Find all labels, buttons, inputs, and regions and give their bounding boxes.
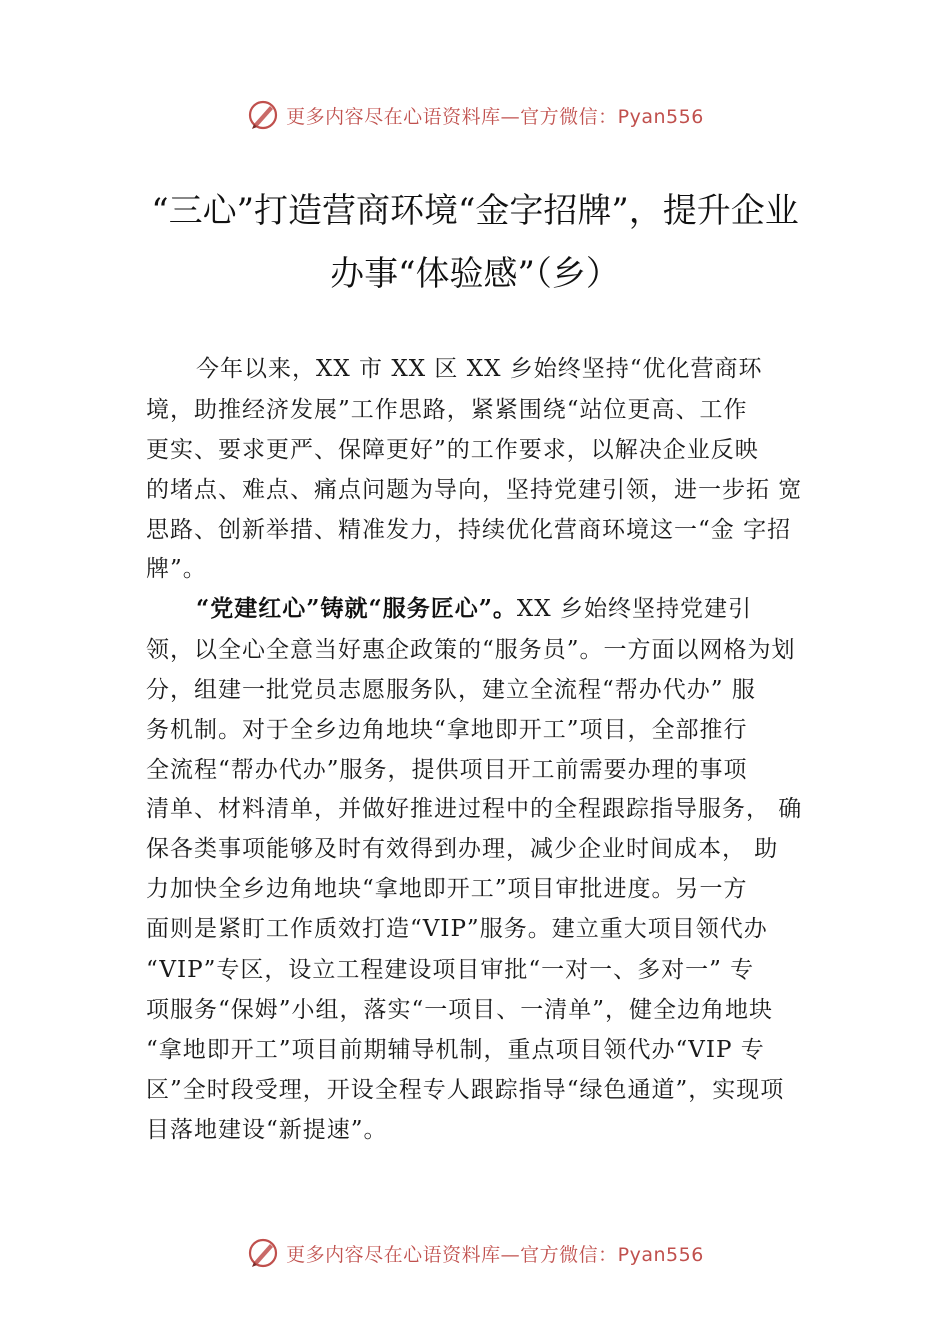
text-line: 区”全时段受理，开设全程专人跟踪指导“绿色通道”，实现项 xyxy=(146,1077,785,1103)
text-line: 分，组建一批党员志愿服务队，建立全流程“帮办代办” 服 xyxy=(146,677,756,703)
header-banner xyxy=(0,95,950,135)
text-line-rest: XX 乡始终坚持党建引 xyxy=(516,596,752,622)
text-line xyxy=(196,595,818,623)
text-line: 保各类事项能够及时有效得到办理，减少企业时间成本， 助 xyxy=(146,836,779,862)
document-title-line-1: “三心”打造营商环境“金字招牌”，提升企业 xyxy=(151,191,799,231)
text-line: 境，助推经济发展”工作思路，紧紧围绕“站位更高、工作 xyxy=(146,397,748,423)
text-line: 项服务“保姆”小组，落实“一项目、一清单”，健全边角地块 xyxy=(146,997,774,1023)
text-line: 力加快全乡边角地块“拿地即开工”项目审批进度。另一方 xyxy=(146,876,748,902)
section-heading: “党建红心”铸就“服务匠心”。 xyxy=(196,595,517,622)
text-line: 更实、要求更严、保障更好”的工作要求，以解决企业反映 xyxy=(146,437,759,463)
text-line: “拿地即开工”项目前期辅导机制，重点项目领代办“VIP 专 xyxy=(146,1037,765,1063)
wechat-id: Pyan556 xyxy=(617,105,704,128)
text-line: “VIP”专区，设立工程建设项目审批“一对一、多对一” 专 xyxy=(146,957,755,983)
text-line: 全流程“帮办代办”服务，提供项目开工前需要办理的事项 xyxy=(146,757,748,783)
text-line: 务机制。对于全乡边角地块“拿地即开工”项目，全部推行 xyxy=(146,717,748,743)
text-line: 思路、创新举措、精准发力，持续优化营商环境这一“金 字招 xyxy=(146,517,792,543)
text-line: 牌”。 xyxy=(146,556,207,582)
banner-label: 更多内容尽在心语资料库—官方微信： xyxy=(286,105,618,128)
document-title-line-2: 办事“体验感”（乡） xyxy=(330,254,620,294)
text-line: 的堵点、难点、痛点问题为导向，坚持党建引领，进一步拓 宽 xyxy=(146,477,803,503)
banner-text xyxy=(286,102,704,129)
pen-logo-icon xyxy=(246,1236,280,1270)
pen-logo-icon xyxy=(246,98,280,132)
text-line: 目落地建设“新提速”。 xyxy=(146,1117,388,1143)
wechat-id: Pyan556 xyxy=(617,1243,704,1266)
text-line: 领，以全心全意当好惠企政策的“服务员”。一方面以网格为划 xyxy=(146,637,796,663)
text-line: 面则是紧盯工作质效打造“VIP”服务。建立重大项目领代办 xyxy=(146,916,768,942)
banner-text xyxy=(286,1240,704,1267)
banner-label: 更多内容尽在心语资料库—官方微信： xyxy=(286,1243,618,1266)
text-line: 清单、材料清单，并做好推进过程中的全程跟踪指导服务， 确 xyxy=(146,796,803,822)
text-line: 今年以来，XX 市 XX 区 XX 乡始终坚持“优化营商环 xyxy=(196,356,763,382)
footer-banner xyxy=(0,1233,950,1273)
